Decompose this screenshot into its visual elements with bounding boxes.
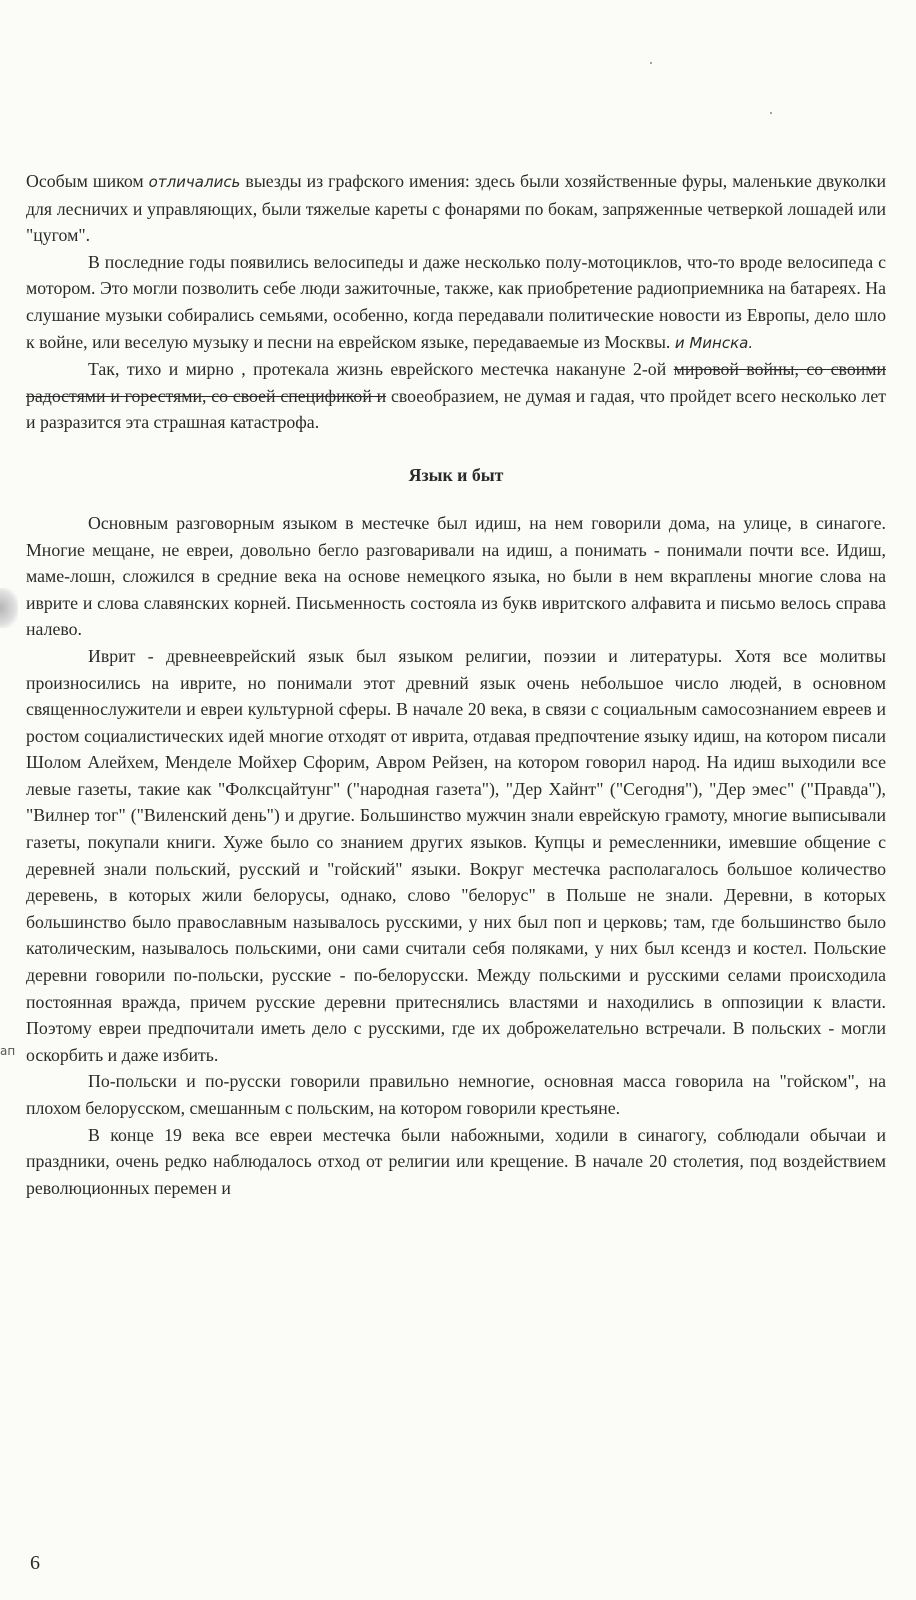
paragraph-carriages (26, 168, 886, 249)
text-run: выезды из графского имения: здесь были хозяйственные фуры, маленькие двуколки для лесничих и управляющих, были тяжелые кареты с фонарями по бокам, запряженные четверкой лошадей или "цугом". (26, 171, 887, 246)
struck-through-text: мировой войны, со своими радостями и горестями, со своей спецификой и (26, 359, 886, 406)
paragraph-polish-russian: По-польски и по-русски говорили правильно немногие, основная масса говорила на "гойском", на плохом белорусском, смешанным с польским, на котором говорили крестьяне. (26, 1071, 886, 1118)
text-run: Особым шиком (26, 171, 149, 191)
paragraph-quiet-life (26, 356, 886, 436)
text-run: своеобразием, не думая и гадая, что пройдет всего несколько лет и разразится эта страшная катастрофа. (26, 385, 886, 433)
paragraph-bicycles-radio (26, 249, 886, 356)
paragraph-yiddish: Основным разговорным языком в местечке был идиш, на нем говорили дома, на улице, в синагоге. Многие мещане, не евреи, довольно бегло разговаривали на идиш, а понимать - понимали почти все. Идиш, маме-лошн, сложился в средние века на основе немецкого языка, но были в нем вкраплены многие слова на иврите и слова славянских корней. Письменность состояла из букв ивритского алфавита и письмо велось справа налево. (26, 512, 886, 640)
paragraph-religion: В конце 19 века все евреи местечка были набожными, ходили в синагогу, соблюдали обычаи и праздники, очень редко наблюдалось отход от религии или крещение. В начале 20 столетия, под воздействием революционных перемен и (26, 1124, 886, 1198)
document-page (26, 168, 886, 1201)
scan-speck (650, 62, 652, 64)
handwritten-insertion: и Минска. (674, 333, 754, 352)
margin-fragment: ап (0, 1044, 16, 1058)
scan-speck (770, 112, 772, 114)
text-run: В последние годы появились велосипеды и даже несколько полу-мотоциклов, что-то вроде велосипеда с мотором. Это могли позволить себе люди зажиточные, также, как приобретение радиоприемника на батареях. На слушание музыки собирались семьями, особенно, когда передавали политические новости из Европы, дело шло к войне, или веселую музыку и песни на еврейском языке, передаваемые из Москвы. (26, 251, 886, 352)
text-run: Так, тихо и мирно , протекала жизнь еврейского местечка накануне 2-ой (88, 359, 674, 380)
scan-edge-shadow (0, 588, 18, 628)
page-number: 6 (30, 1552, 40, 1574)
section-heading: Язык и быт (408, 464, 504, 485)
handwritten-insertion: отличались (148, 173, 241, 191)
paragraph-hebrew: Иврит - древнееврейский язык был языком религии, поэзии и литературы. Хотя все молитвы произносились на иврите, но понимали этот древний язык очень небольшое число людей, в основном священнослужители и евреи культурной сферы. В начале 20 века, в связи с социальным самосознанием евреев и ростом социалистических идей многие отходят от иврита, отдавая предпочтение языку идиш, на котором писали Шолом Алейхем, Менделе Мойхер Сфорим, Авром Рейзен, на котором говорил народ. На идиш выходили все левые газеты, такие как "Фолксцайтунг" ("народная газета"), "Дер Хайнт" ("Сегодня"), "Дер эмес" ("Правда"), "Вилнер тог" ("Виленский день") и другие. Большинство мужчин знали еврейскую грамоту, многие выписывали газеты, покупали книги. Хуже было со знанием других языков. Купцы и ремесленники, имевшие общение с деревней знали польский, русский и "гойский" языки. Вокруг местечка располагалось большое количество деревень, в которых жили белорусы, однако, слово "белорус" в Польше не знали. Деревни, в которых большинство было православным называлось русскими, у них был поп и церковь; там, где большинство было католическим, называлось польскими, они сами считали себя поляками, у них был ксендз и костел. Польские деревни говорили по-польски, русские - по-белорусски. Между польскими и русскими селами происходила постоянная вражда, причем русские деревни притеснялись властями и находились в оппозиции к власти. Поэтому евреи предпочитали иметь дело с русскими, где их доброжелательно встречали. В польских - могли оскорбить и даже избить. (26, 645, 886, 1065)
